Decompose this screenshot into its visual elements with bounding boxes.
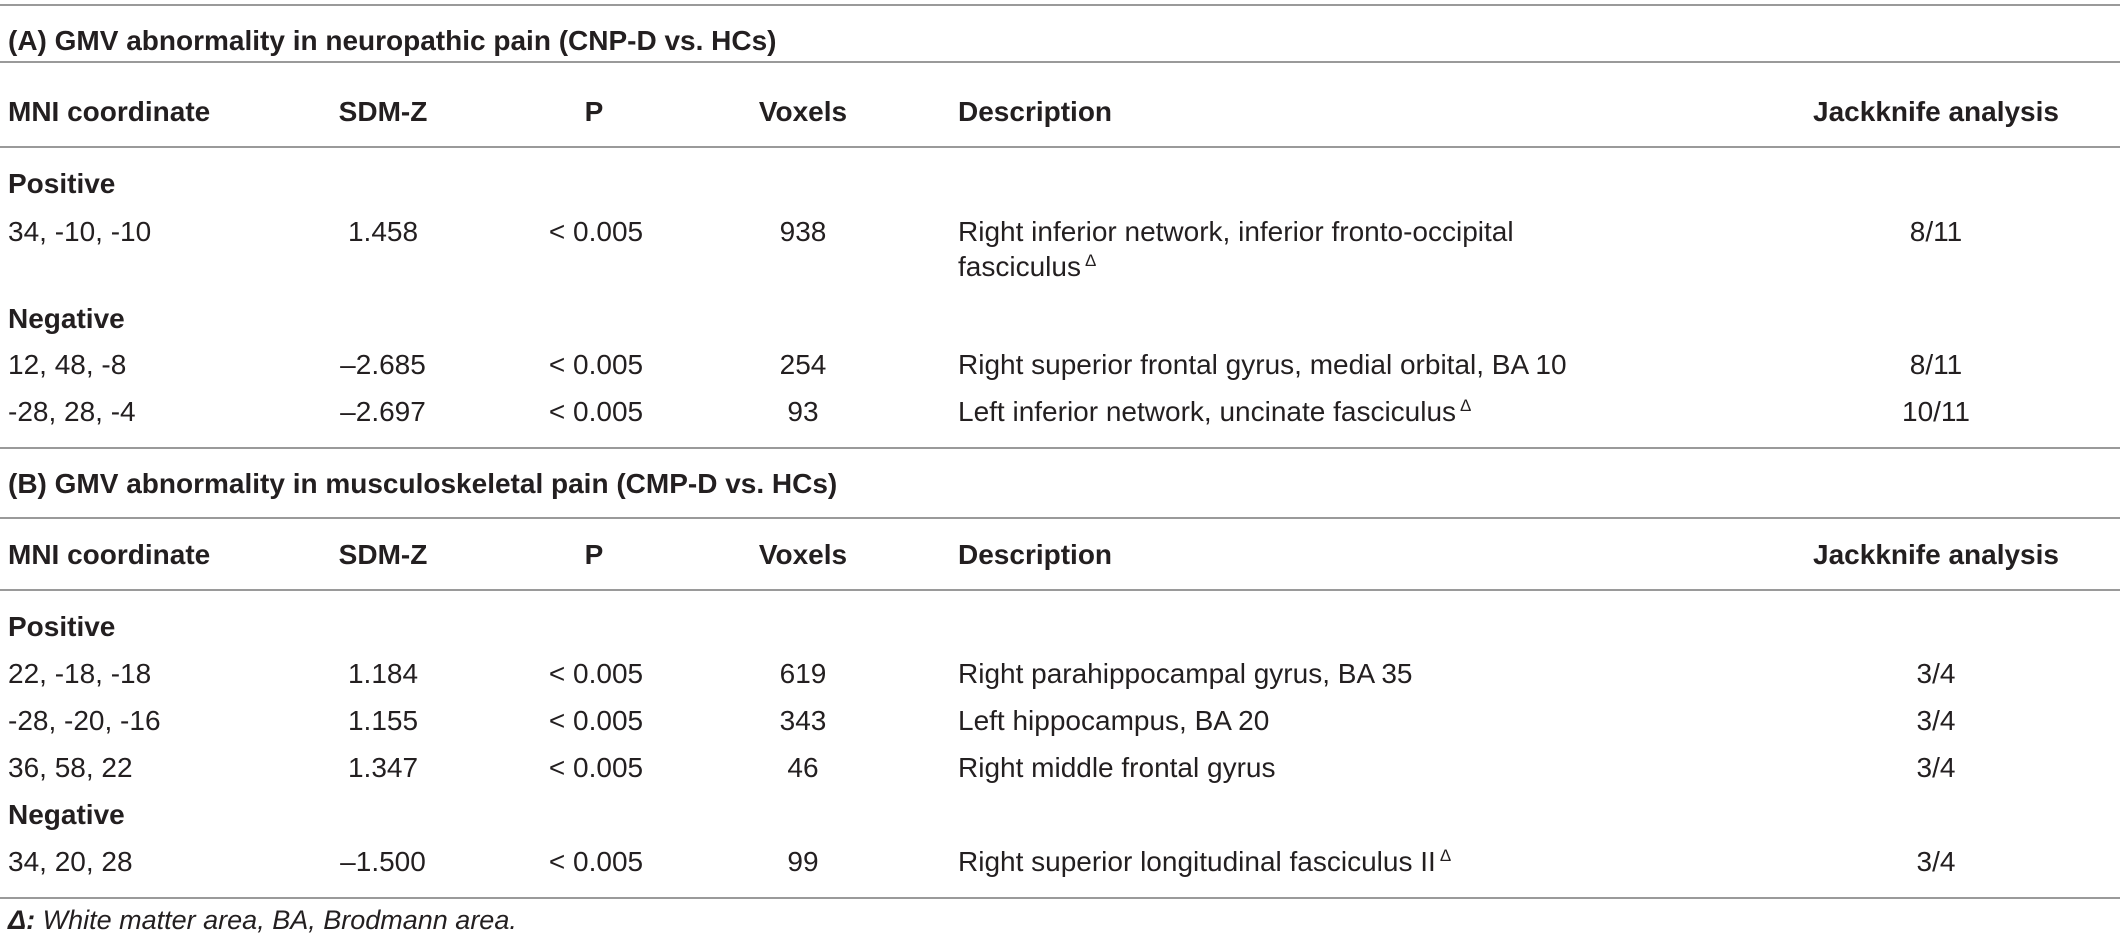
rule-top <box>0 4 2120 6</box>
delta-mark: Δ <box>1460 395 1472 415</box>
group-label-positive: Positive <box>8 611 116 642</box>
cell-mni: 22, -18, -18 <box>8 658 152 689</box>
rule-b-title <box>0 517 2120 519</box>
cell-voxels: 254 <box>779 349 827 380</box>
col-header-mni: MNI coordinate <box>8 96 211 127</box>
cell-jackknife: 3/4 <box>1916 658 1956 689</box>
cell-description-cont <box>958 250 1096 284</box>
rule-a-end <box>0 447 2120 449</box>
description-text: Left inferior network, uncinate fasciculus <box>958 396 1457 427</box>
cell-sdmz: 1.347 <box>347 752 419 783</box>
cell-jackknife: 8/11 <box>1909 349 1963 380</box>
cell-voxels: 93 <box>787 396 819 427</box>
col-header-jackknife: Jackknife analysis <box>1813 96 2059 127</box>
cell-jackknife: 3/4 <box>1916 846 1956 877</box>
cell-description <box>958 845 1451 879</box>
cell-description: Right superior frontal gyrus, medial orbital, BA 10 <box>958 349 1567 380</box>
rule-a-title <box>0 61 2120 63</box>
delta-mark: Δ <box>1439 845 1452 865</box>
cell-p: < 0.005 <box>548 705 644 736</box>
col-header-sdmz: SDM-Z <box>338 96 428 127</box>
col-header-voxels: Voxels <box>758 539 848 570</box>
cell-voxels: 619 <box>779 658 827 689</box>
footnote-text: White matter area, BA, Brodmann area. <box>35 905 517 935</box>
cell-p: < 0.005 <box>548 752 644 783</box>
group-label-positive: Positive <box>8 168 116 199</box>
cell-mni: -28, -20, -16 <box>8 705 161 736</box>
col-header-description: Description <box>958 96 1113 127</box>
rule-a-header <box>0 146 2120 148</box>
col-header-voxels: Voxels <box>758 96 848 127</box>
cell-jackknife: 3/4 <box>1916 705 1956 736</box>
table-footnote <box>8 904 517 936</box>
cell-jackknife: 3/4 <box>1916 752 1956 783</box>
cell-sdmz: –1.500 <box>340 846 426 877</box>
cell-p: < 0.005 <box>548 658 644 689</box>
cell-mni: 34, 20, 28 <box>8 846 133 877</box>
cell-voxels: 343 <box>779 705 827 736</box>
cell-mni: 36, 58, 22 <box>8 752 133 783</box>
rule-b-end <box>0 897 2120 899</box>
cell-p: < 0.005 <box>548 396 644 427</box>
cell-voxels: 938 <box>779 216 827 247</box>
col-header-p: P <box>584 96 604 127</box>
cell-description: Left hippocampus, BA 20 <box>958 705 1270 736</box>
col-header-p: P <box>584 539 604 570</box>
col-header-mni: MNI coordinate <box>8 539 211 570</box>
cell-jackknife: 10/11 <box>1902 396 1970 427</box>
section-a-title: (A) GMV abnormality in neuropathic pain (CNP-D vs. HCs) <box>8 25 777 56</box>
cell-voxels: 99 <box>787 846 819 877</box>
cell-mni: -28, 28, -4 <box>8 396 136 427</box>
cell-sdmz: 1.184 <box>347 658 419 689</box>
col-header-description: Description <box>958 539 1113 570</box>
cell-mni: 34, -10, -10 <box>8 216 152 247</box>
group-label-negative: Negative <box>8 799 125 830</box>
section-b-title: (B) GMV abnormality in musculoskeletal pain (CMP-D vs. HCs) <box>8 468 838 499</box>
cell-sdmz: 1.458 <box>347 216 419 247</box>
cell-voxels: 46 <box>787 752 819 783</box>
cell-mni: 12, 48, -8 <box>8 349 127 380</box>
cell-p: < 0.005 <box>548 216 644 247</box>
cell-sdmz: –2.685 <box>340 349 426 380</box>
cell-p: < 0.005 <box>548 846 644 877</box>
rule-b-header <box>0 589 2120 591</box>
delta-mark: Δ <box>1084 250 1097 270</box>
cell-sdmz: –2.697 <box>340 396 426 427</box>
footnote-symbol: Δ: <box>8 905 36 935</box>
cell-description: Right parahippocampal gyrus, BA 35 <box>958 658 1413 689</box>
description-line1: Right inferior network, inferior fronto-occipital <box>958 216 1514 247</box>
cell-p: < 0.005 <box>548 349 644 380</box>
col-header-jackknife: Jackknife analysis <box>1813 539 2059 570</box>
cell-sdmz: 1.155 <box>347 705 419 736</box>
cell-jackknife: 8/11 <box>1909 216 1963 247</box>
col-header-sdmz: SDM-Z <box>338 539 428 570</box>
cell-description: Right middle frontal gyrus <box>958 752 1276 783</box>
description-text: Right superior longitudinal fasciculus II <box>958 846 1436 877</box>
group-label-negative: Negative <box>8 303 125 334</box>
cell-description <box>958 215 1514 249</box>
description-line2: fasciculus <box>958 251 1081 282</box>
cell-description <box>958 395 1471 429</box>
